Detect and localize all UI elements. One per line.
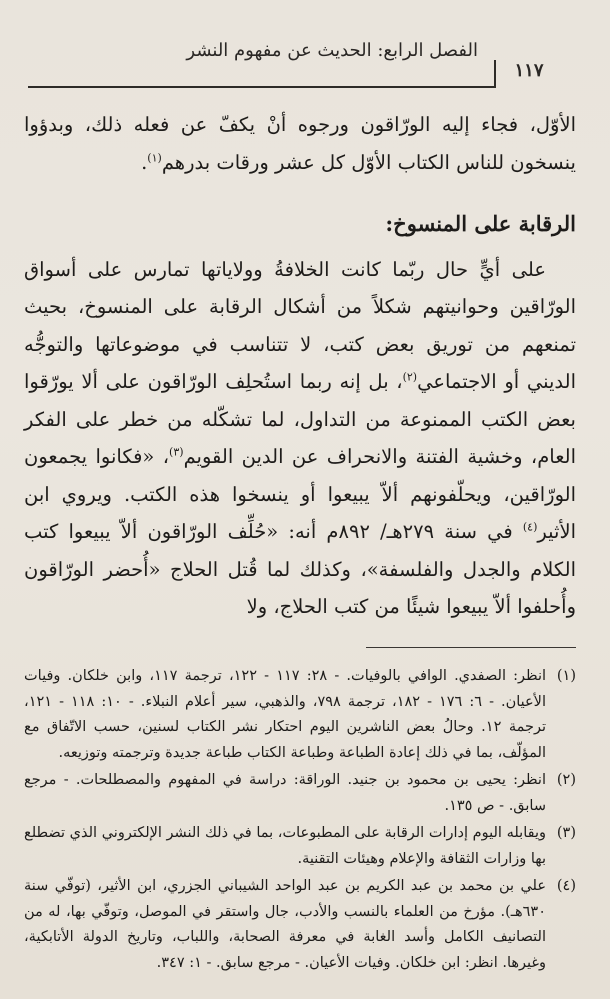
header-rule <box>28 86 494 88</box>
footnote-separator <box>366 647 576 648</box>
footnote-number: (٣) <box>556 825 576 841</box>
main-text <box>24 106 576 626</box>
paragraph-2 <box>24 251 576 626</box>
footnotes <box>24 664 576 978</box>
page-number: ١١٧ <box>514 60 544 81</box>
paragraph-1 <box>24 106 576 181</box>
paragraph-2-part-a: على أيٍّ حال ربّما كانت الخلافةُ وولاياتها تمارس على أسواق الورّاقين وحوانيتهم شكلاً من أشكال الرقابة على المنسوخ، بحيث تمنعهم من توريق بعض كتب، لا تتناسب في موضوعاتها والتوجُّه الديني أو الاجتماعي <box>24 257 576 393</box>
paragraph-1-end: . <box>141 150 148 174</box>
footnote-text: انظر: الصفدي. الوافي بالوفيات. - ٢٨: ١١٧ - ١٢٢، ترجمة ١١٧، وابن خلكان. وفيات الأعيان. - ٦: ١٧٦ - ١٨٢، ترجمة ٧٩٨، والذهبي، سير أعلام النبلاء. - ١٠: ١١٨ - ١٢١، ترجمة ١٢. وحالُ بعض الناشرين اليوم احتكار نشر الكتاب لسنين، حسب الاتّفاق مع المؤلّف، بما في ذلك إعادة الطباعة وطباعة الكتاب طباعة جديدة وترجمته وتوزيعه. <box>24 668 547 761</box>
section-heading: الرقابة على المنسوخ: <box>385 211 576 236</box>
footnote-text: ويقابله اليوم إدارات الرقابة على المطبوعات، بما في ذلك النشر الإلكتروني الذي تضطلع بها وزارات الثقافة والإعلام وهيئات التقنية. <box>24 825 546 867</box>
chapter-title: الفصل الرابع: الحديث عن مفهوم النشر <box>186 40 478 61</box>
footnote-3 <box>24 821 576 872</box>
header-divider <box>494 60 496 88</box>
footnote-4 <box>24 874 576 976</box>
footnote-ref-1: (١) <box>147 151 162 164</box>
footnote-text: علي بن محمد بن عبد الكريم بن عبد الواحد الشيباني الجزري، ابن الأثير، (توفّي سنة ٦٣٠هـ). مؤرخ من العلماء بالنسب والأدب، جال واستقر في الموصل، وتوفّي بها، له من التصانيف الكامل وأسد الغابة في معرفة الصحابة، واللباب، وتاريخ الدولة الأتابكية، وغيرها. انظر: ابن خلكان. وفيات الأعيان. - مرجع سابق. - ١: ٣٤٧. <box>24 878 546 971</box>
footnote-number: (٢) <box>556 772 576 788</box>
footnote-1 <box>24 664 576 766</box>
paragraph-2-part-d: في سنة ٢٧٩هـ/ ٨٩٢م أنه: «حُلِّف الورّاقون ألاّ يبيعوا كتب الكلام والجدل والفلسفة»، وكذلك لما قُتل الحلاج «أُحضر الورّاقون وأُحلفوا ألاّ يبيعوا شيئًا من كتب الحلاج، ولا <box>24 520 576 618</box>
footnote-ref-2: (٢) <box>402 370 418 384</box>
running-header <box>28 28 560 88</box>
footnote-2 <box>24 768 576 819</box>
paragraph-2-part-c: ، «فكانوا يجمعون الورّاقين، ويحلّفونهم ألاّ يبيعوا أو ينسخوا هذه الكتب. ويروي ابن الأثير <box>24 445 576 543</box>
footnote-number: (٤) <box>556 878 576 894</box>
footnote-number: (١) <box>556 668 576 684</box>
paragraph-1-text: الأوّل، فجاء إليه الورّاقون ورجوه أنْ يكفّ عن فعله ذلك، وبدؤوا ينسخون للناس الكتاب الأوّل كل عشر ورقات بدرهم <box>24 113 576 174</box>
footnote-ref-3: (٣) <box>169 445 184 459</box>
paragraph-2-part-b: ، بل إنه ربما استُحلِف الورّاقون على ألا يورّقوا بعض الكتب الممنوعة من التداول، لما تشكّله من خطر على الفكر العام، وخشية الفتنة والانحراف عن الدين القويم <box>24 370 577 468</box>
footnote-text: انظر: يحيى بن محمود بن جنيد. الوراقة: دراسة في المفهوم والمصطلحات. - مرجع سابق. - ص ١٣٥. <box>24 772 546 814</box>
footnote-ref-4: (٤) <box>522 520 538 534</box>
